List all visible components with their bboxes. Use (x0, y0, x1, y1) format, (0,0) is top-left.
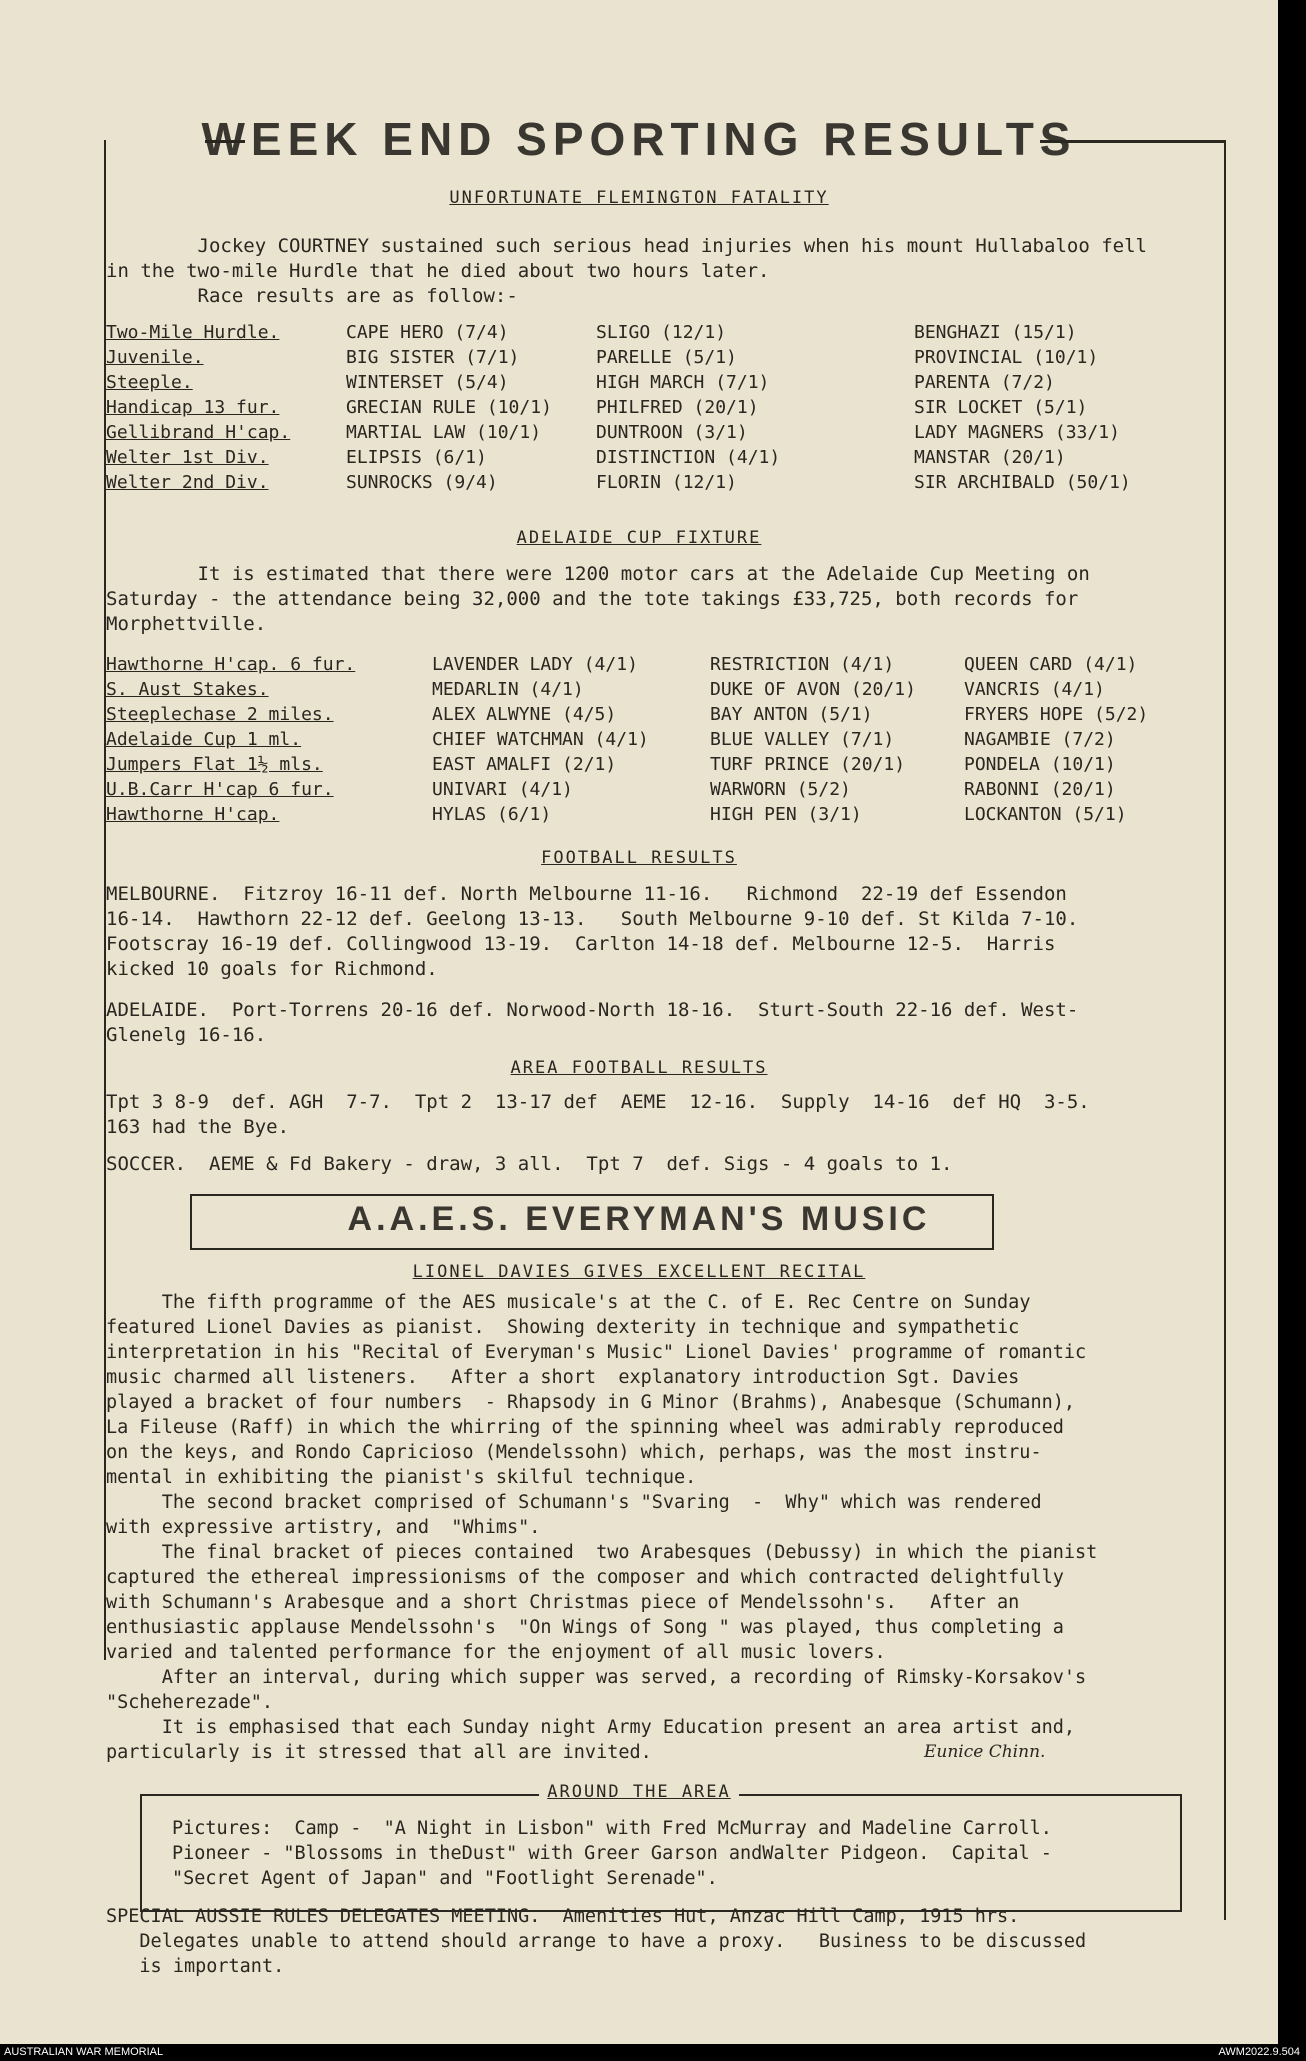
adelaide-results-table (106, 652, 1216, 827)
table-row: Handicap 13 fur. GRECIAN RULE (10/1) PHILFRED (20/1) SIR LOCKET (5/1) (106, 397, 1088, 418)
table-row: S. Aust Stakes. MEDARLIN (4/1) DUKE OF AVON (20/1) VANCRIS (4/1) (106, 679, 1105, 700)
music-heading: LIONEL DAVIES GIVES EXCELLENT RECITAL (412, 1262, 866, 1282)
title-rule-left (205, 140, 245, 143)
table-row: Jumpers Flat 1½ mls. EAST AMALFI (2/1) TURF PRINCE (20/1) PONDELA (10/1) (106, 754, 1116, 775)
archive-name: AUSTRALIAN WAR MEMORIAL (4, 2046, 164, 2058)
adelaide-intro: It is estimated that there were 1200 motor cars at the Adelaide Cup Meeting on Saturday - the attendance being 32,000 and the tote takings £33,725, both records for Morphettville. (106, 563, 1090, 635)
race-results-table (106, 320, 1216, 495)
area-football-heading: AREA FOOTBALL RESULTS (510, 1058, 768, 1078)
table-row: Juvenile. BIG SISTER (7/1) PARELLE (5/1) PROVINCIAL (10/1) (106, 347, 1099, 368)
racing-intro: Jockey COURTNEY sustained such serious head injuries when his mount Hullabaloo fell in the two-mile Hurdle that he died about two hours later. Race results are as follow:- (106, 235, 1147, 307)
archive-reference: AWM2022.9.504 (1218, 2046, 1300, 2058)
title-rule-right (1040, 140, 1225, 143)
table-row: Hawthorne H'cap. 6 fur. LAVENDER LADY (4/1) RESTRICTION (4/1) QUEEN CARD (4/1) (106, 654, 1138, 675)
table-row: Two-Mile Hurdle. CAPE HERO (7/4) SLIGO (12/1) BENGHAZI (15/1) (106, 322, 1077, 343)
music-banner: A.A.E.S. EVERYMAN'S MUSIC (347, 1200, 931, 1238)
racing-heading: UNFORTUNATE FLEMINGTON FATALITY (449, 188, 829, 208)
archive-footer (0, 2044, 1306, 2061)
area-football-results: Tpt 3 8-9 def. AGH 7-7. Tpt 2 13-17 def AEME 12-16. Supply 14-16 def HQ 3-5. 163 had the Bye. (106, 1091, 1090, 1138)
delegates-meeting: SPECIAL AUSSIE RULES DELEGATES MEETING. Amenities Hut, Anzac Hill Camp, 1915 hrs. Delegates unable to attend should arrange to have a proxy. Business to be discussed is important. (106, 1906, 1087, 1977)
soccer-results: SOCCER. AEME & Fd Bakery - draw, 3 all. Tpt 7 def. Sigs - 4 goals to 1. (106, 1153, 953, 1175)
table-row: Hawthorne H'cap. HYLAS (6/1) HIGH PEN (3/1) LOCKANTON (5/1) (106, 804, 1127, 825)
table-row: Welter 1st Div. ELIPSIS (6/1) DISTINCTION (4/1) MANSTAR (20/1) (106, 447, 1066, 468)
table-row: Welter 2nd Div. SUNROCKS (9/4) FLORIN (12/1) SIR ARCHIBALD (50/1) (106, 472, 1131, 493)
page-title: WEEK END SPORTING RESULTS (201, 113, 1077, 165)
music-article: The fifth programme of the AES musicale's at the C. of E. Rec Centre on Sunday featured Lionel Davies as pianist. Showing dexterity in technique and sympathetic interpretation in his "Recital of Everyman's Music" Lionel Davies' programme of romantic music charmed all listeners. After a short explanatory introduction Sgt. Davies played a bracket of four numbers - Rhapsody in G Minor (Brahms), Anabesque (Schumann), La Fileuse (Raff) in which the whirring of the spinning wheel was admirably reproduced on the keys, and Rondo Capricioso (Mendelssohn) which, perhaps, was the most instru- mental in exhibiting the pianist's skilful technique. The second bracket comprised of Schumann's "Svaring - Why" which was rendered with expressive artistry, and "Whims". The final bracket of pieces contained two Arabesques (Debussy) in which the pianist captured the ethereal impressionisms of the composer and which contracted delightfully with Schumann's Arabesque and a short Christmas piece of Mendelssohn's. After an enthusiastic applause Mendelssohn's "On Wings of Song " was played, thus completing a varied and talented performance for the enjoyment of all music lovers. After an interval, during which supper was served, a recording of Rimsky-Korsakov's "Scheherezade". It is emphasised that each Sunday night Army Education present an area artist and, particularly is it stressed that all are invited. (106, 1292, 1098, 1763)
football-adelaide: ADELAIDE. Port-Torrens 20-16 def. Norwood-North 18-16. Sturt-South 22-16 def. West- Glenelg 16-16. (106, 999, 1079, 1046)
table-row: Adelaide Cup 1 ml. CHIEF WATCHMAN (4/1) BLUE VALLEY (7/1) NAGAMBIE (7/2) (106, 729, 1116, 750)
football-heading: FOOTBALL RESULTS (541, 848, 737, 868)
football-melbourne: MELBOURNE. Fitzroy 16-11 def. North Melbourne 11-16. Richmond 22-19 def Essendon 16-14. Hawthorn 22-12 def. Geelong 13-13. South Melbourne 9-10 def. St Kilda 7-10. Footscray 16-19 def. Collingwood 13-19. Carlton 14-18 def. Melbourne 12-5. Harris kicked 10 goals for Richmond. (106, 883, 1079, 980)
table-row: Steeple. WINTERSET (5/4) HIGH MARCH (7/1) PARENTA (7/2) (106, 372, 1055, 393)
table-row: Steeplechase 2 miles. ALEX ALWYNE (4/5) BAY ANTON (5/1) FRYERS HOPE (5/2) (106, 704, 1149, 725)
adelaide-heading: ADELAIDE CUP FIXTURE (516, 528, 762, 548)
table-row: Gellibrand H'cap. MARTIAL LAW (10/1) DUNTROON (3/1) LADY MAGNERS (33/1) (106, 422, 1120, 443)
signature: Eunice Chinn. (924, 1742, 1046, 1762)
frame-right-border (1224, 140, 1226, 1920)
around-area-text: Pictures: Camp - "A Night in Lisbon" with Fred McMurray and Madeline Carroll. Pioneer - "Blossoms in theDust" with Greer Garson andWalter Pidgeon. Capital - "Secret Agent of Japan" and "Footlight Serenade". (172, 1818, 1052, 1889)
table-row: U.B.Carr H'cap 6 fur. UNIVARI (4/1) WARWORN (5/2) RABONNI (20/1) (106, 779, 1116, 800)
around-heading: AROUND THE AREA (0, 1782, 1278, 1802)
